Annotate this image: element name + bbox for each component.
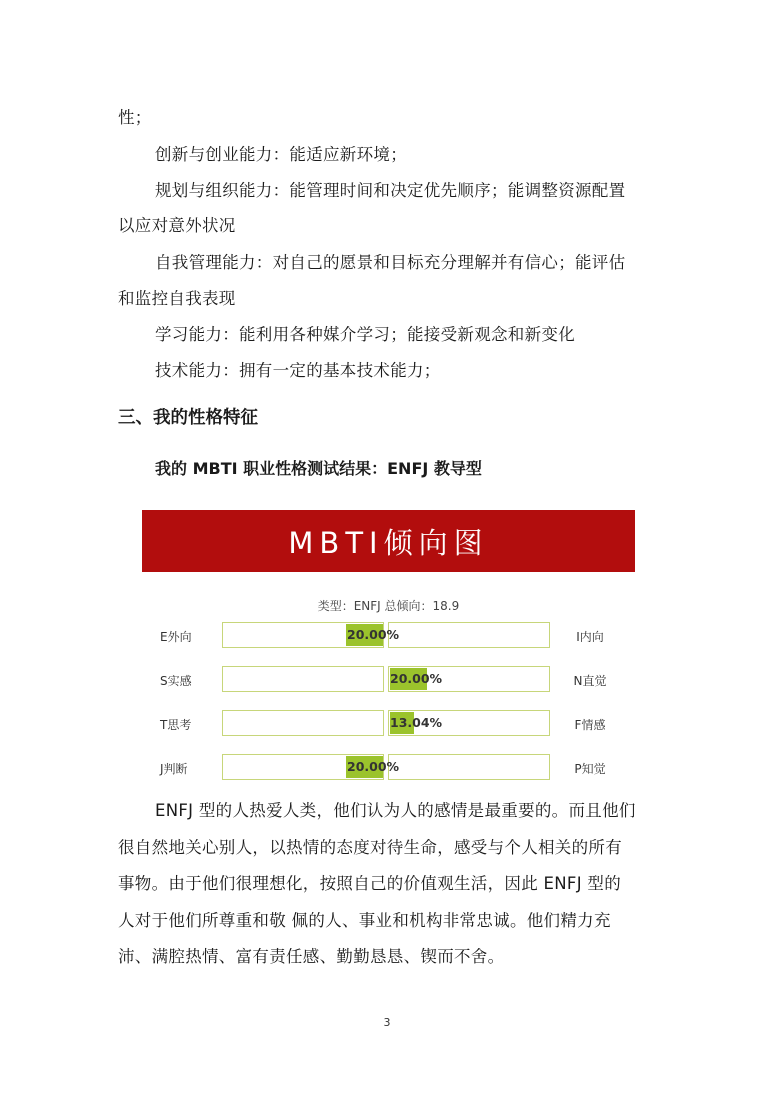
mbti-bar-right-track — [388, 754, 550, 780]
page-number: 3 — [383, 1016, 391, 1029]
mbti-bar-value-label: 20.00% — [390, 671, 443, 686]
mbti-left-label: T思考 — [160, 718, 192, 732]
mbti-right-label: I内向 — [576, 630, 604, 644]
mbti-left-label: S实感 — [160, 674, 192, 688]
paragraph-line: 很自然地关心别人，以热情的态度对待生命，感受与个人相关的所有 — [118, 838, 622, 857]
mbti-bar-value-label: 13.04% — [390, 715, 443, 730]
mbti-bar-left-track — [222, 710, 384, 736]
mbti-right-label: P知觉 — [574, 762, 606, 776]
mbti-chart-title: MBTI倾向图 — [142, 510, 635, 572]
text-line: 性； — [118, 108, 152, 127]
mbti-bar-value-label: 20.00% — [347, 627, 400, 642]
text-line: 学习能力：能利用各种媒介学习；能接受新观念和新变化 — [155, 325, 575, 344]
mbti-right-label: F情感 — [574, 718, 606, 732]
section-heading: 三、我的性格特征 — [118, 408, 258, 428]
mbti-left-label: J判断 — [160, 762, 188, 776]
text-line: 创新与创业能力：能适应新环境； — [155, 145, 407, 164]
text-line: 技术能力：拥有一定的基本技术能力； — [155, 361, 441, 380]
mbti-bar-left-track — [222, 666, 384, 692]
text-line: 以应对意外状况 — [118, 216, 236, 235]
mbti-result-line: 我的 MBTI 职业性格测试结果：ENFJ 教导型 — [155, 459, 482, 478]
paragraph-line: 沛、满腔热情、富有责任感、勤勤恳恳、锲而不舍。 — [118, 947, 505, 966]
text-line: 和监控自我表现 — [118, 289, 236, 308]
mbti-right-label: N直觉 — [573, 674, 607, 688]
mbti-left-label: E外向 — [160, 630, 192, 644]
paragraph-line: 人对于他们所尊重和敬 佩的人、事业和机构非常忠诚。他们精力充 — [118, 911, 611, 930]
mbti-summary: 类型：ENFJ 总倾向：18.9 — [317, 599, 460, 613]
text-line: 规划与组织能力：能管理时间和决定优先顺序；能调整资源配置 — [155, 181, 626, 200]
paragraph-line: 事物。由于他们很理想化，按照自己的价值观生活，因此 ENFJ 型的 — [118, 874, 622, 893]
paragraph-line: ENFJ 型的人热爱人类，他们认为人的感情是最重要的。而且他们 — [155, 801, 636, 820]
text-line: 自我管理能力：对自己的愿景和目标充分理解并有信心；能评估 — [155, 253, 626, 272]
mbti-bar-value-label: 20.00% — [347, 759, 400, 774]
mbti-bar-right-track — [388, 622, 550, 648]
